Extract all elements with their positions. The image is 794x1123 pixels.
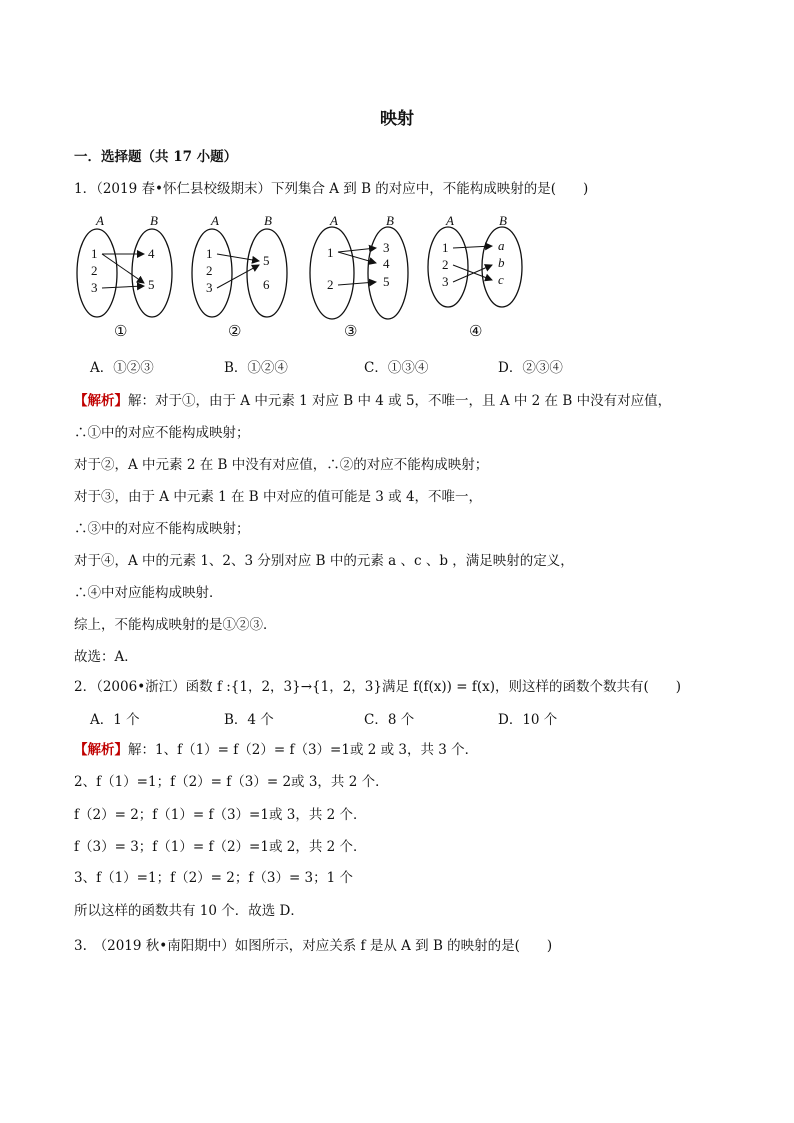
set-a-label: A: [446, 213, 454, 228]
diagram-1: [77, 213, 172, 340]
a-item: 1: [442, 240, 449, 255]
diagram-3: [310, 213, 408, 340]
diagram-mark: ①: [114, 324, 128, 340]
set-b-label: B: [499, 213, 507, 228]
q2-analysis-line: f（2）= 2；f（1）= f（3）=1或 3，共 2 个．: [74, 807, 367, 823]
diagram-mark: ④: [469, 324, 483, 340]
a-item: 2: [442, 257, 449, 272]
q1-analysis-line: ∴①中的对应不能构成映射；: [74, 425, 250, 441]
q2-analysis-text: 解：1、f（1）= f（2）= f（3）=1或 2 或 3，共 3 个．: [128, 742, 479, 758]
q1-option-b[interactable]: B．①②④: [224, 360, 288, 376]
b-item: 5: [148, 277, 155, 292]
q1-analysis-line: 综上，不能构成映射的是①②③．: [74, 617, 277, 633]
q1-option-c[interactable]: C．①③④: [364, 360, 429, 376]
question-3-stem: 3. （2019 秋•南阳期中）如图所示，对应关系 f 是从 A 到 B 的映射的是( ): [74, 938, 553, 954]
q2-option-d[interactable]: D．10 个: [498, 712, 558, 728]
set-a-label: A: [330, 213, 338, 228]
q2-option-c[interactable]: C．8 个: [364, 712, 415, 728]
b-item: 5: [383, 274, 390, 289]
a-item: 2: [206, 263, 213, 278]
set-a-label: A: [211, 213, 219, 228]
page-title: 映射: [380, 109, 414, 129]
set-b-label: B: [386, 213, 394, 228]
set-a-label: A: [96, 213, 104, 228]
q1-analysis-line: ∴④中对应能构成映射．: [74, 585, 223, 601]
q2-analysis-line: f（3）= 3；f（1）= f（2）=1或 2，共 2 个．: [74, 839, 367, 855]
question-1-stem: 1．（2019 春•怀仁县校级期末）下列集合 A 到 B 的对应中，不能构成映射的是( ): [74, 181, 589, 197]
q1-analysis-line: [74, 389, 671, 409]
q1-analysis-line: 对于④，A 中的元素 1、2、3 分别对应 B 中的元素 a 、c 、b ，满足映射的定义，: [74, 553, 574, 569]
q1-analysis-line: 对于②，A 中元素 2 在 B 中没有对应值，∴②的对应不能构成映射；: [74, 457, 489, 473]
b-item: 6: [263, 277, 270, 292]
set-b-label: B: [150, 213, 158, 228]
a-item: 1: [206, 246, 213, 261]
q1-option-d[interactable]: D．②③④: [498, 360, 563, 376]
analysis-tag: 【解析】: [74, 393, 128, 409]
mapping-diagrams: [74, 205, 544, 345]
a-item: 1: [327, 245, 334, 260]
q1-analysis-text: 解：对于①，由于 A 中元素 1 对应 B 中 4 或 5，不唯一，且 A 中 2 在 B 中没有对应值，: [128, 393, 672, 409]
set-b-label: B: [264, 213, 272, 228]
diagram-2: [192, 213, 287, 340]
b-item: a: [498, 238, 505, 253]
q2-option-b[interactable]: B．4 个: [224, 712, 274, 728]
a-item: 3: [91, 280, 98, 295]
b-item: b: [498, 255, 505, 270]
q2-analysis-line: [74, 738, 478, 758]
q2-analysis-line: 所以这样的函数共有 10 个．故选 D．: [74, 903, 304, 919]
q1-analysis-line: 对于③，由于 A 中元素 1 在 B 中对应的值可能是 3 或 4，不唯一，: [74, 489, 483, 505]
q1-analysis-line: 故选：A．: [74, 649, 138, 665]
question-2-stem: 2．（2006•浙江）函数 f :{1，2，3}→{1，2，3}满足 f(f(x)) = f(x)，则这样的函数个数共有( ): [74, 679, 682, 695]
diagram-mark: ②: [228, 324, 242, 340]
q1-analysis-line: ∴③中的对应不能构成映射；: [74, 521, 250, 537]
b-item: 4: [383, 256, 390, 271]
a-item: 2: [327, 277, 334, 292]
analysis-tag: 【解析】: [74, 742, 128, 758]
b-item: 4: [148, 246, 155, 261]
diagram-mark: ③: [344, 324, 358, 340]
b-item: c: [498, 272, 504, 287]
q2-analysis-line: 3、f（1）=1；f（2）= 2；f（3）= 3；1 个: [74, 870, 354, 886]
a-item: 1: [91, 246, 98, 261]
q1-option-a[interactable]: A．①②③: [90, 360, 154, 376]
section-heading: 一．选择题（共 17 小题）: [74, 149, 238, 165]
b-item: 3: [383, 240, 390, 255]
b-item: 5: [263, 253, 270, 268]
a-item: 3: [206, 280, 213, 295]
q2-analysis-line: 2、f（1）=1；f（2）= f（3）= 2或 3，共 2 个．: [74, 774, 389, 790]
a-item: 3: [442, 274, 449, 289]
diagram-4: [428, 213, 522, 340]
q2-option-a[interactable]: A．1 个: [90, 712, 140, 728]
a-item: 2: [91, 263, 98, 278]
